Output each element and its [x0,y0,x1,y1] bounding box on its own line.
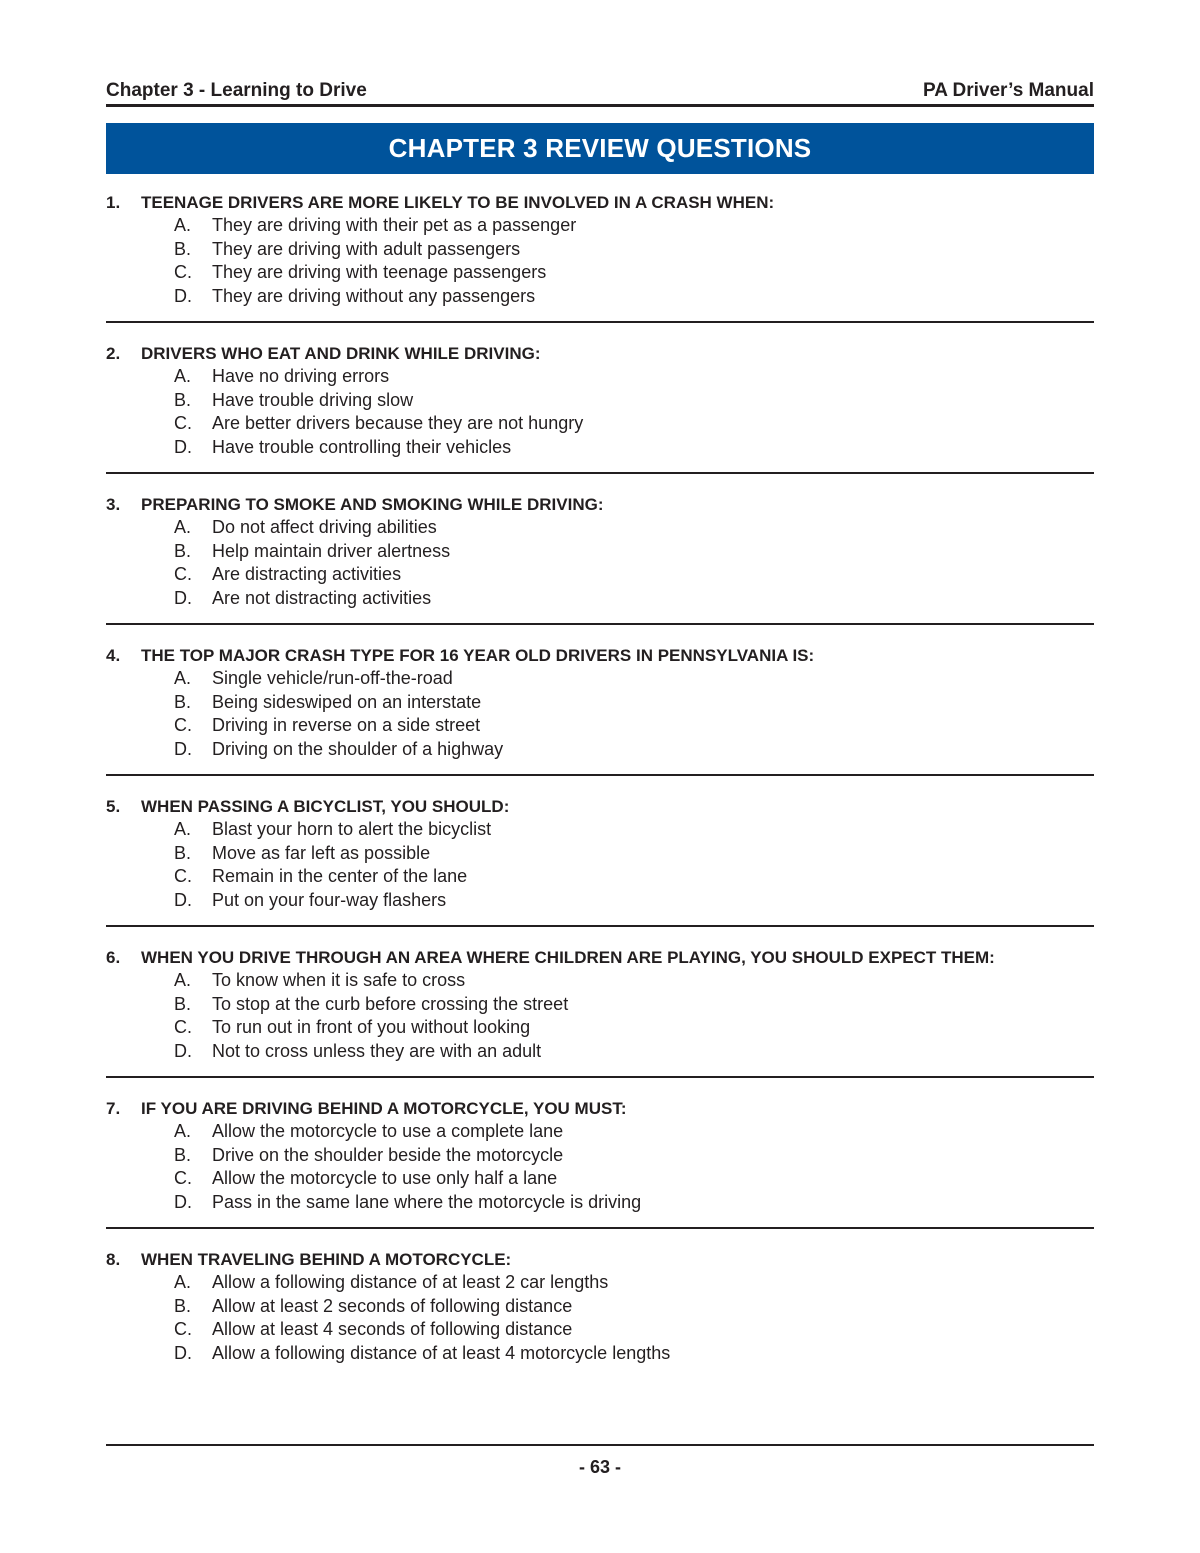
option-text: Are better drivers because they are not hungry [212,413,584,433]
option-text: Allow the motorcycle to use a complete lane [212,1121,564,1141]
option-text: Allow a following distance of at least 4 motorcycle lengths [212,1342,671,1363]
answer-option [106,993,1094,1017]
option-letter: A. [174,215,192,235]
option-text: They are driving with their pet as a passenger [212,215,577,235]
option-text: Allow at least 4 seconds of following distance [212,1319,573,1339]
option-text: Have no driving errors [212,366,390,386]
option-text: Allow a following distance of at least 2 car lengths [212,1272,609,1292]
question-text: WHEN TRAVELING BEHIND A MOTORCYCLE: [141,1250,512,1269]
question-block [106,493,1094,625]
answer-option [106,436,1094,460]
question-text: THE TOP MAJOR CRASH TYPE FOR 16 YEAR OLD DRIVERS IN PENNSYLVANIA IS: [141,646,815,665]
option-letter: C. [174,1319,192,1339]
option-letter: C. [174,715,192,735]
option-text: Allow the motorcycle to use only half a lane [212,1168,558,1188]
option-text: Help maintain driver alertness [212,540,451,561]
option-letter: C. [174,866,192,886]
option-text: They are driving without any passengers [212,285,536,306]
question-block [106,946,1094,1078]
option-text: Allow at least 2 seconds of following distance [212,1295,573,1316]
question-number: 4. [106,646,121,665]
answer-option [106,667,1094,691]
answer-option [106,261,1094,285]
answer-option [106,1167,1094,1191]
option-text: To stop at the curb before crossing the street [212,993,569,1014]
answer-option [106,842,1094,866]
answer-option [106,1120,1094,1144]
option-letter: D. [174,889,192,910]
question-stem [106,1097,1094,1120]
option-letter: C. [174,1017,192,1037]
answer-option [106,865,1094,889]
answer-option [106,1342,1094,1366]
question-text: TEENAGE DRIVERS ARE MORE LIKELY TO BE INVOLVED IN A CRASH WHEN: [141,193,775,212]
option-text: Have trouble controlling their vehicles [212,436,512,457]
answer-option [106,238,1094,262]
option-text: Blast your horn to alert the bicyclist [212,819,492,839]
option-letter: B. [174,238,192,259]
answer-option [106,1318,1094,1342]
option-letter: C. [174,262,192,282]
question-number: 3. [106,495,121,514]
option-letter: B. [174,540,192,561]
answer-option [106,818,1094,842]
banner-title: CHAPTER 3 REVIEW QUESTIONS [388,133,812,163]
header-divider [106,104,1094,107]
question-text: IF YOU ARE DRIVING BEHIND A MOTORCYCLE, YOU MUST: [141,1099,627,1118]
question-stem [106,795,1094,818]
option-letter: B. [174,842,192,863]
question-number: 6. [106,948,121,967]
option-text: Pass in the same lane where the motorcycle is driving [212,1191,642,1212]
question-number: 5. [106,797,121,816]
option-letter: A. [174,970,192,990]
option-text: Have trouble driving slow [212,389,414,410]
option-letter: D. [174,436,192,457]
option-text: Move as far left as possible [212,842,431,863]
question-stem [106,493,1094,516]
option-letter: D. [174,1040,192,1061]
question-block [106,191,1094,323]
answer-option [106,412,1094,436]
option-letter: B. [174,993,192,1014]
answer-option [106,1040,1094,1064]
question-block [106,795,1094,927]
question-text: DRIVERS WHO EAT AND DRINK WHILE DRIVING: [141,344,541,363]
option-text: Remain in the center of the lane [212,866,468,886]
option-letter: A. [174,819,192,839]
answer-option [106,540,1094,564]
answer-option [106,1295,1094,1319]
option-text: Drive on the shoulder beside the motorcycle [212,1144,564,1165]
question-stem [106,1248,1094,1271]
option-text: They are driving with adult passengers [212,238,521,259]
answer-option [106,1191,1094,1215]
option-letter: D. [174,285,192,306]
option-text: Not to cross unless they are with an adult [212,1040,542,1061]
answer-option [106,365,1094,389]
option-text: To know when it is safe to cross [212,970,466,990]
option-text: Put on your four-way flashers [212,889,447,910]
question-number: 8. [106,1250,121,1269]
answer-option [106,285,1094,309]
option-text: Being sideswiped on an interstate [212,691,482,712]
answer-option [106,587,1094,611]
answer-option [106,1016,1094,1040]
answer-option [106,1271,1094,1295]
answer-option [106,516,1094,540]
option-letter: C. [174,564,192,584]
option-letter: C. [174,413,192,433]
answer-option [106,714,1094,738]
option-letter: B. [174,1144,192,1165]
option-letter: B. [174,1295,192,1316]
option-letter: C. [174,1168,192,1188]
footer-divider [106,1444,1094,1446]
option-letter: B. [174,691,192,712]
question-block [106,1097,1094,1229]
question-text: WHEN PASSING A BICYCLIST, YOU SHOULD: [141,797,510,816]
option-text: Driving on the shoulder of a highway [212,738,504,759]
option-text: Are not distracting activities [212,587,432,608]
option-letter: D. [174,738,192,759]
page-header [106,80,1094,104]
answer-option [106,889,1094,913]
question-number: 7. [106,1099,121,1118]
option-letter: A. [174,1121,192,1141]
option-letter: A. [174,517,192,537]
option-text: Driving in reverse on a side street [212,715,481,735]
question-number: 1. [106,193,121,212]
option-text: Do not affect driving abilities [212,517,437,537]
answer-option [106,563,1094,587]
question-text: PREPARING TO SMOKE AND SMOKING WHILE DRIVING: [141,495,604,514]
review-banner [106,123,1094,174]
question-stem [106,342,1094,365]
option-text: Single vehicle/run-off-the-road [212,668,453,688]
option-letter: A. [174,366,192,386]
page-number: - 63 - [578,1457,621,1477]
option-letter: D. [174,587,192,608]
question-number: 2. [106,344,121,363]
option-letter: D. [174,1342,192,1363]
question-stem [106,191,1094,214]
question-block [106,644,1094,776]
answer-option [106,691,1094,715]
answer-option [106,738,1094,762]
question-stem [106,644,1094,667]
question-list [106,191,1094,1397]
manual-title: PA Driver’s Manual [922,80,1094,101]
option-text: To run out in front of you without looking [212,1017,531,1037]
question-stem [106,946,1094,969]
chapter-title: Chapter 3 - Learning to Drive [106,80,367,101]
answer-option [106,1144,1094,1168]
option-text: They are driving with teenage passengers [212,262,547,282]
option-letter: A. [174,1272,192,1292]
question-block [106,342,1094,474]
answer-option [106,969,1094,993]
option-letter: B. [174,389,192,410]
answer-option [106,389,1094,413]
option-letter: A. [174,668,192,688]
question-block [106,1248,1094,1378]
option-letter: D. [174,1191,192,1212]
option-text: Are distracting activities [212,564,402,584]
answer-option [106,214,1094,238]
question-text: WHEN YOU DRIVE THROUGH AN AREA WHERE CHILDREN ARE PLAYING, YOU SHOULD EXPECT THEM: [141,948,995,967]
